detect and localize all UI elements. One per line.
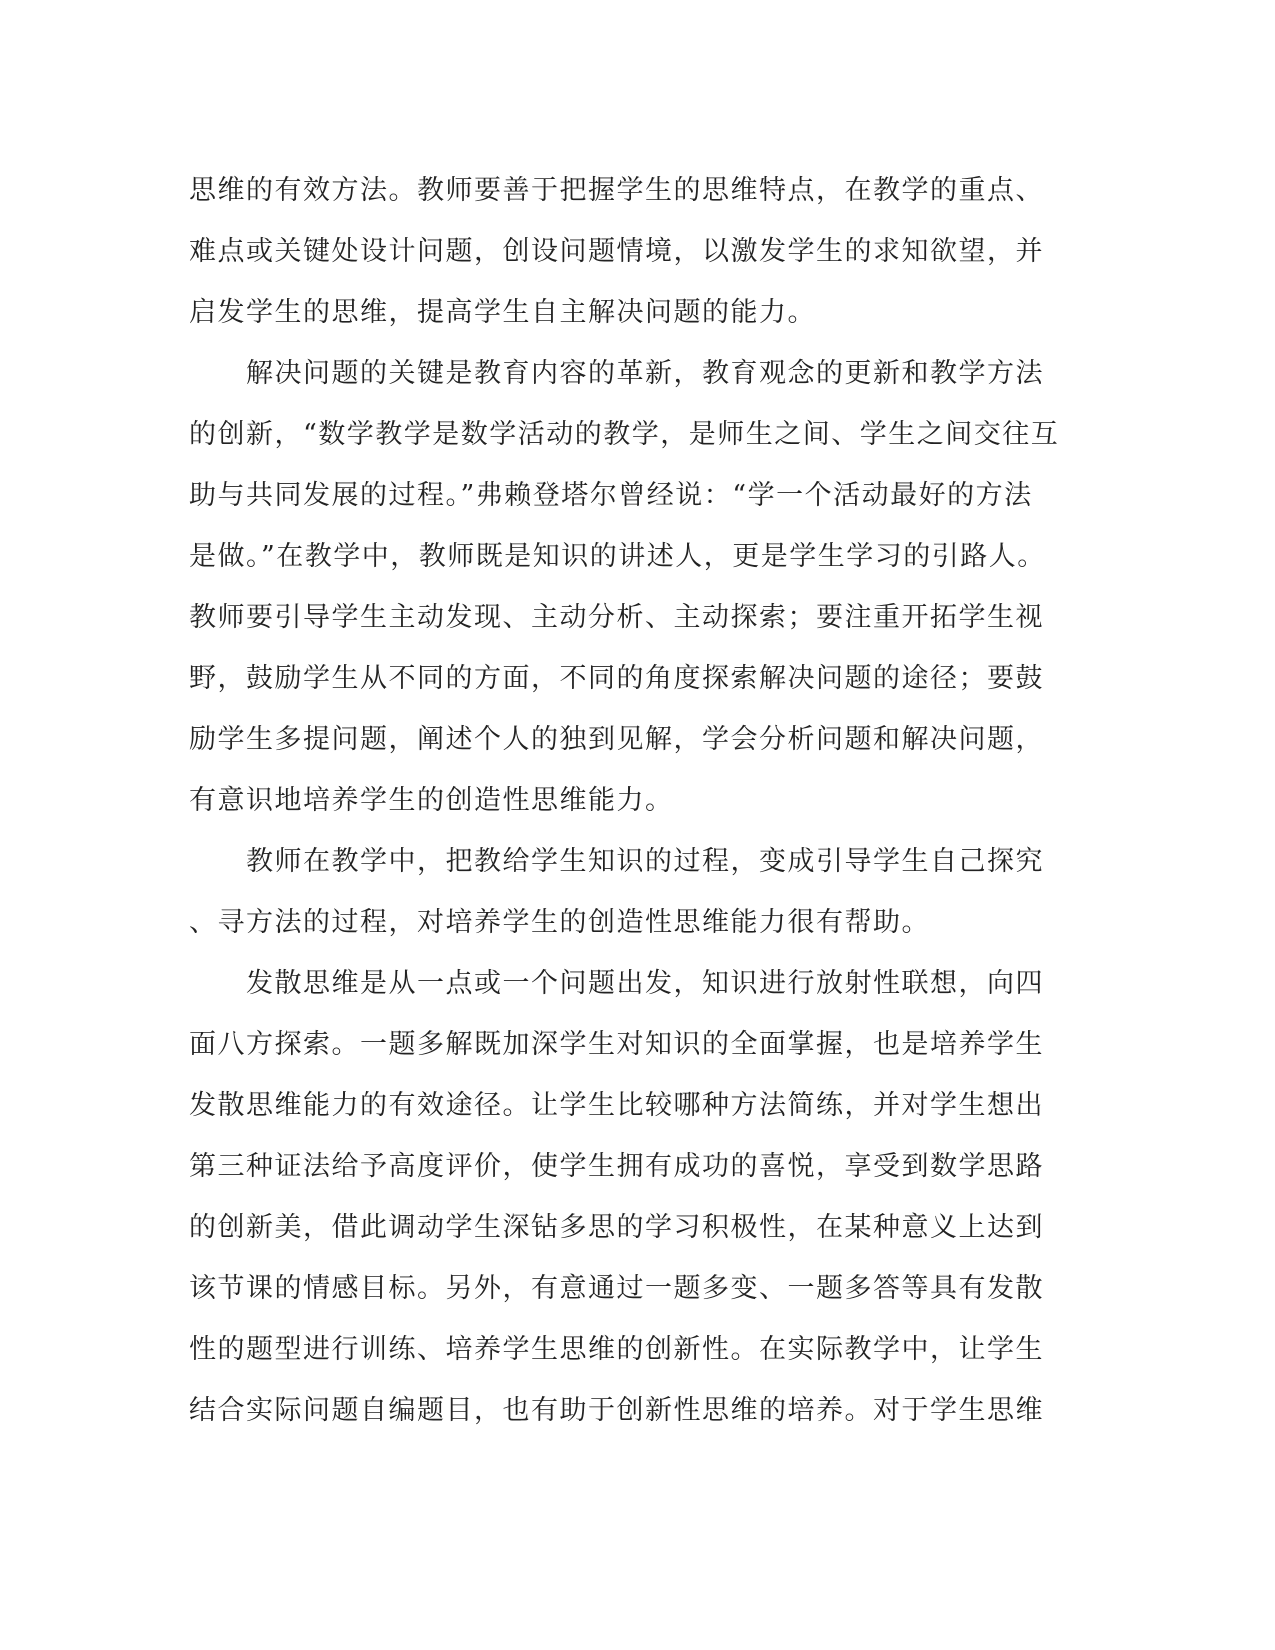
text-line: 教师要引导学生主动发现、主动分析、主动探索；要注重开拓学生视 [189, 602, 1044, 633]
text-line: 面八方探索。一题多解既加深学生对知识的全面掌握，也是培养学生 [189, 1029, 1044, 1060]
text-line: 教师在教学中，把教给学生知识的过程，变成引导学生自己探究 [189, 846, 1044, 877]
text-line: 发散思维能力的有效途径。让学生比较哪种方法简练，并对学生想出 [189, 1090, 1044, 1121]
text-line: 第三种证法给予高度评价，使学生拥有成功的喜悦，享受到数学思路 [189, 1151, 1044, 1182]
text-line: 励学生多提问题，阐述个人的独到见解，学会分析问题和解决问题， [189, 724, 1044, 755]
text-line: 是做。”在教学中，教师既是知识的讲述人，更是学生学习的引路人。 [189, 541, 1046, 572]
text-line: 、寻方法的过程，对培养学生的创造性思维能力很有帮助。 [189, 907, 930, 938]
text-line: 思维的有效方法。教师要善于把握学生的思维特点，在教学的重点、 [189, 175, 1044, 206]
body-text [189, 160, 1069, 1441]
text-line: 野，鼓励学生从不同的方面，不同的角度探索解决问题的途径；要鼓 [189, 663, 1044, 694]
text-line: 的创新，“数学教学是数学活动的教学，是师生之间、学生之间交往互 [189, 419, 1060, 450]
text-line: 难点或关键处设计问题，创设问题情境，以激发学生的求知欲望，并 [189, 236, 1044, 267]
text-line: 助与共同发展的过程。”弗赖登塔尔曾经说：“学一个活动最好的方法 [189, 480, 1033, 511]
text-line: 结合实际问题自编题目，也有助于创新性思维的培养。对于学生思维 [189, 1395, 1044, 1426]
text-line: 有意识地培养学生的创造性思维能力。 [189, 785, 674, 816]
text-line: 发散思维是从一点或一个问题出发，知识进行放射性联想，向四 [189, 968, 1044, 999]
text-line: 解决问题的关键是教育内容的革新，教育观念的更新和教学方法 [189, 358, 1044, 389]
text-line: 的创新美，借此调动学生深钻多思的学习积极性，在某种意义上达到 [189, 1212, 1044, 1243]
text-line: 该节课的情感目标。另外，有意通过一题多变、一题多答等具有发散 [189, 1273, 1044, 1304]
text-line: 启发学生的思维，提高学生自主解决问题的能力。 [189, 297, 816, 328]
text-line: 性的题型进行训练、培养学生思维的创新性。在实际教学中，让学生 [189, 1334, 1044, 1365]
